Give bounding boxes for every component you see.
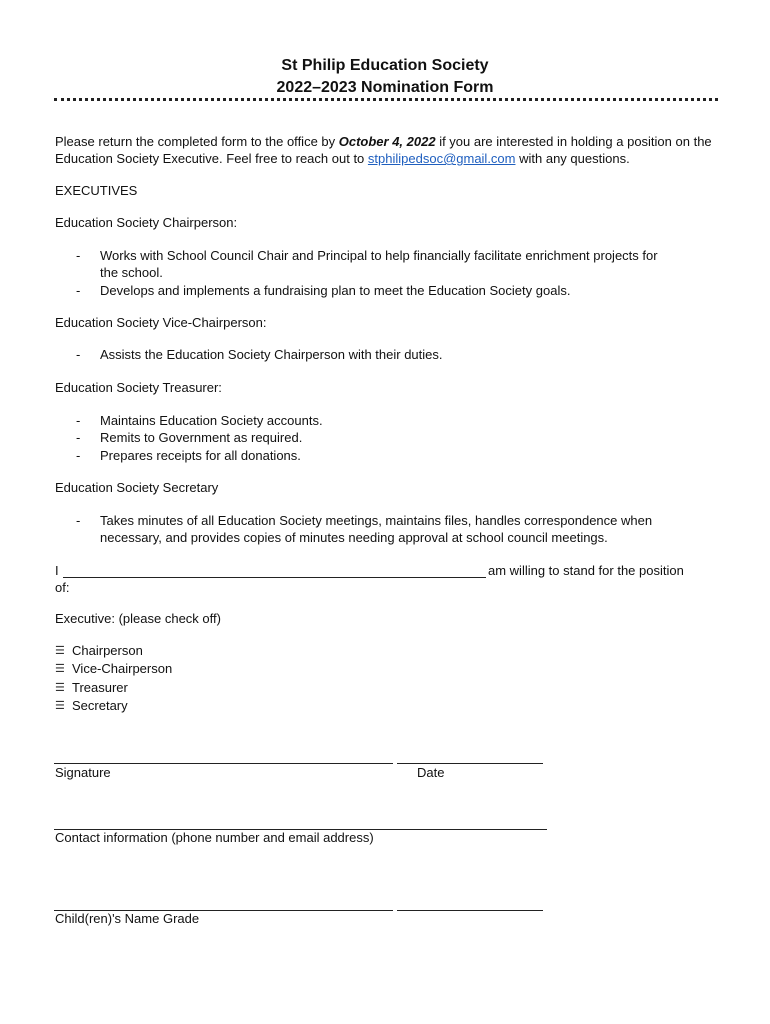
checkbox-icon[interactable]: ☰ [55,682,65,694]
role-title-vice-chairperson: Education Society Vice-Chairperson: [55,315,267,330]
duty-item-continued: the school. [100,265,163,280]
executives-heading: EXECUTIVES [55,183,138,198]
checkbox-option-vice-chairperson[interactable]: ☰ Vice-Chairperson [55,661,173,676]
date-label: Date [417,765,445,780]
checkbox-icon[interactable]: ☰ [55,645,65,657]
duty-item-continued: necessary, and provides copies of minutes needing approval at school council meetings. [100,530,608,545]
willing-suffix-continued: of: [55,580,70,595]
date-line[interactable] [397,763,543,764]
intro-text-1: Please return the completed form to the office by [55,134,339,149]
name-fill-in-line[interactable] [63,577,486,578]
contact-email-link[interactable]: stphilipedsoc@gmail.com [367,151,516,166]
checkbox-option-chairperson[interactable]: ☰ Chairperson [55,643,143,658]
child-grade-line[interactable] [397,910,543,911]
checkbox-option-treasurer[interactable]: ☰ Treasurer [55,680,128,695]
dash-icon: - [76,513,81,528]
duty-item: - Takes minutes of all Education Society meetings, maintains files, handles correspondence when [76,513,653,528]
checkbox-option-secretary[interactable]: ☰ Secretary [55,698,128,713]
duty-item: - Works with School Council Chair and Principal to help financially facilitate enrichment projects for [76,248,658,263]
checkbox-icon[interactable]: ☰ [55,663,65,675]
willing-prefix: I [55,563,59,578]
child-name-grade-label: Child(ren)'s Name Grade [55,911,200,926]
signature-label: Signature [55,765,111,780]
form-title: St Philip Education Society [281,57,489,74]
form-subtitle: 2022–2023 Nomination Form [276,79,494,96]
signature-line[interactable] [54,763,393,764]
checkbox-icon[interactable]: ☰ [55,700,65,712]
duty-item: - Develops and implements a fundraising plan to meet the Education Society goals. [76,283,571,298]
title-divider [54,98,718,101]
willing-suffix: am willing to stand for the position [488,563,684,578]
dash-icon: - [76,248,81,263]
deadline-date: October 4, 2022 [338,134,436,149]
intro-text-3: with any questions. [515,151,630,166]
role-title-chairperson: Education Society Chairperson: [55,215,238,230]
contact-info-label: Contact information (phone number and email address) [55,830,374,845]
role-title-treasurer: Education Society Treasurer: [55,380,222,395]
intro-text-2: if you are interested in holding a position on the Education Society Executive. Feel free to reach out to [55,134,712,166]
dash-icon: - [76,413,81,428]
duty-item: - Assists the Education Society Chairperson with their duties. [76,347,443,362]
duty-item: - Remits to Government as required. [76,430,303,445]
intro-paragraph [55,133,725,167]
duty-item: - Prepares receipts for all donations. [76,448,301,463]
executive-checklist-label: Executive: (please check off) [55,611,221,626]
dash-icon: - [76,347,81,362]
role-title-secretary: Education Society Secretary [55,480,219,495]
dash-icon: - [76,283,81,298]
dash-icon: - [76,430,81,445]
dash-icon: - [76,448,81,463]
duty-item: - Maintains Education Society accounts. [76,413,323,428]
